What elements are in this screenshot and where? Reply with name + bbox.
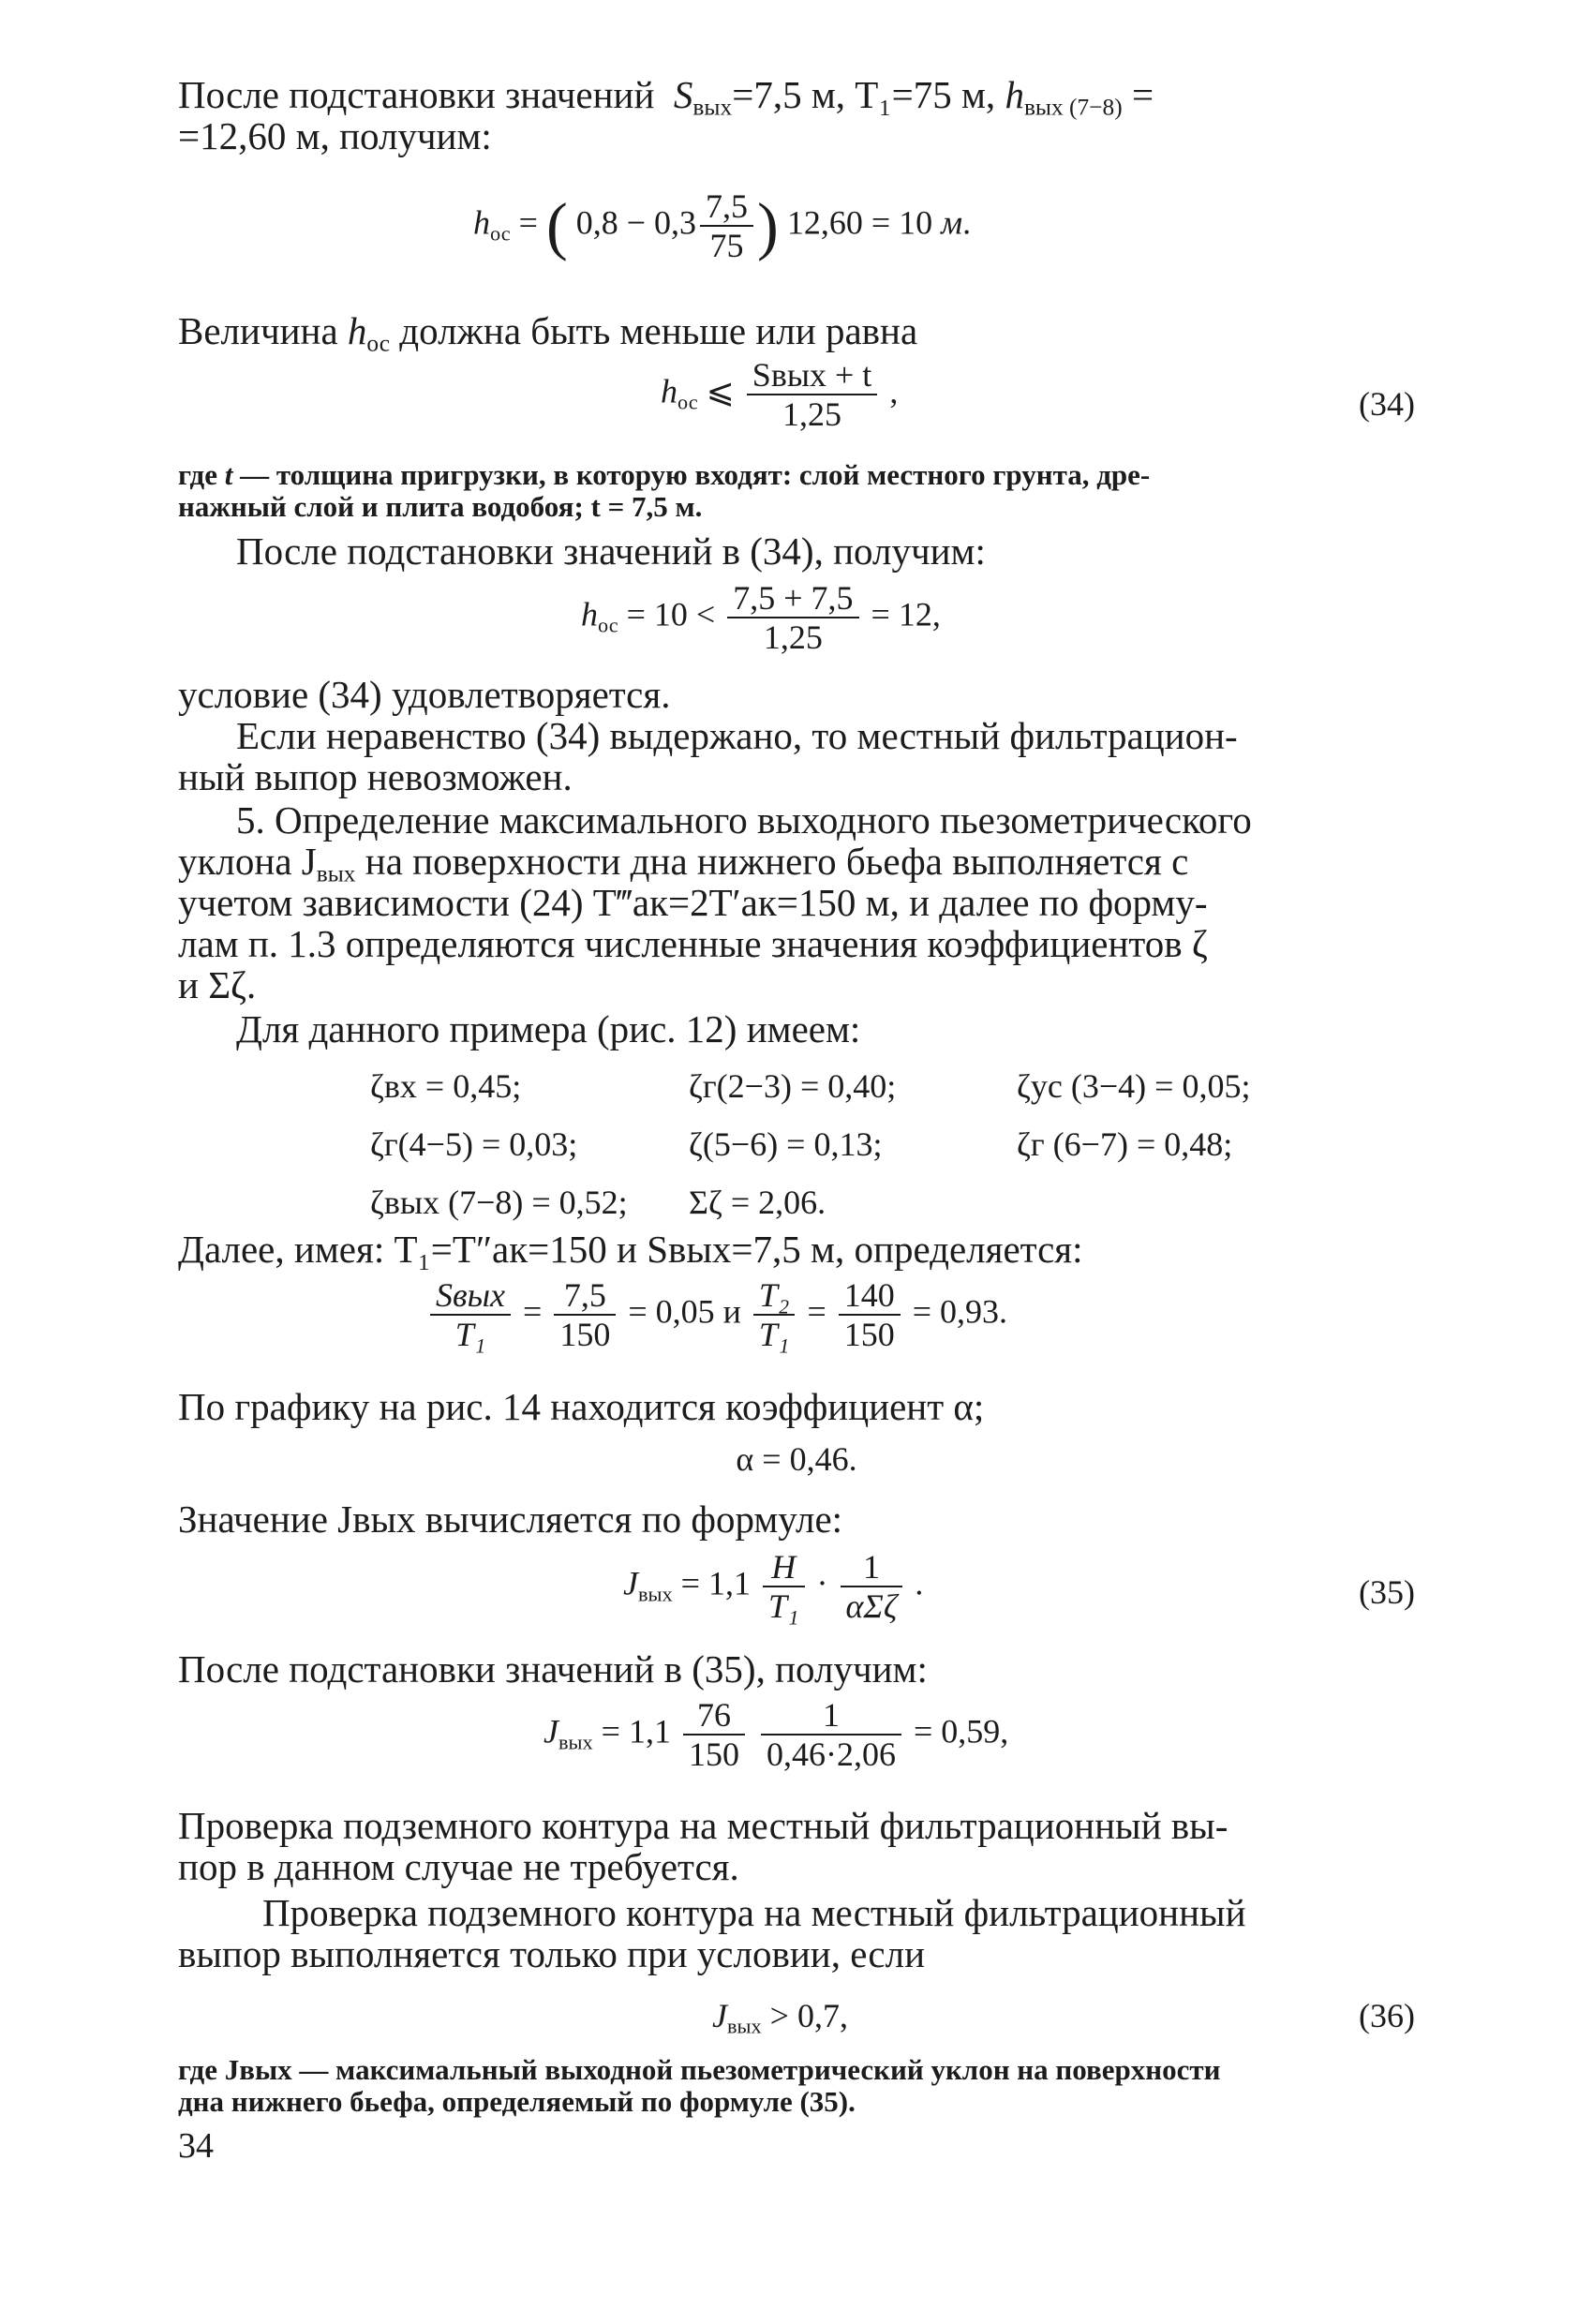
fraction-denominator: 150 [554, 1314, 616, 1353]
text-line: учетом зависимости (24) T‴ак=2T′ак=150 м, и далее по форму- [178, 881, 1208, 924]
equation-number: (36) [1359, 1997, 1415, 2034]
footnote-line [178, 491, 702, 523]
formula-value: = 0,59, [913, 1712, 1009, 1750]
fraction-numerator: 1 [862, 1548, 880, 1586]
footnote-line: где Jвых — максимальный выходной пьезометрический уклон на поверхности [178, 2053, 1221, 2086]
formula-hoc: $h_{ос}$ = ( 0,8 − 0,3 $\frac{7,5}{75}$ ) 12,60 = 10 м. [473, 187, 972, 265]
zeta-value: ζвых (7−8) = 0,52; [370, 1184, 628, 1221]
text-line: условие (34) удовлетворяется. [178, 673, 671, 716]
text-line: После подстановки значений в (34), получим: [236, 529, 986, 573]
footnote-line: где t — толщина пригрузки, в которую входят: слой местного грунта, дре- [178, 458, 1151, 491]
fraction-numerator: Sвых [436, 1276, 505, 1314]
fraction-numerator: Sвых + t [752, 356, 872, 394]
zeta-table [370, 1066, 1326, 1222]
footnote-line: дна нижнего бьефа, определяемый по формуле (35). [178, 2085, 856, 2118]
text-span: на поверхности дна нижнего бьефа выполняется с [365, 840, 1189, 883]
text-line [178, 114, 492, 158]
formula-value: = 12, [871, 595, 941, 633]
text-span: После подстановки значений [178, 73, 655, 116]
formula-value: > 0,7, [769, 1997, 848, 2034]
zeta-value: Σζ = 2,06. [689, 1184, 826, 1221]
text-line: лам п. 1.3 определяются численные значения коэффициентов ζ [178, 922, 1208, 965]
text-span: = [1131, 73, 1154, 116]
formula-hoc-check: $h_{ос} = 10$ < $\frac{7,5 + 7,5}{1,25}$ = 12, [581, 579, 941, 657]
formula-value: = 10 < [626, 595, 716, 633]
text-line: ный выпор невозможен. [178, 755, 573, 798]
formula-value: = 0,05 и [628, 1292, 741, 1331]
text-line: выпор выполняется только при условии, если [178, 1932, 926, 1975]
fraction-denominator: 75 [700, 225, 753, 264]
fraction-denominator: 1,25 [727, 617, 858, 656]
text-line: После подстановки значений в (35), получим: [178, 1647, 928, 1691]
zeta-row [370, 1183, 1326, 1222]
formula-alpha: α = 0,46. [736, 1440, 857, 1478]
fraction-numerator: T₂ [758, 1276, 790, 1314]
text-line: Проверка подземного контура на местный фильтрационный [262, 1891, 1246, 1934]
text-line: Проверка подземного контура на местный фильтрационный вы- [178, 1804, 1228, 1847]
fraction-denominator: 150 [839, 1314, 901, 1353]
text-span: должна быть меньше или равна [399, 309, 918, 352]
text-line: Для данного примера (рис. 12) имеем: [236, 1007, 861, 1050]
formula-value: 12,60 = 10 [786, 203, 933, 242]
fraction-denominator: 150 [683, 1734, 745, 1773]
text-span: нажный слой и плита водобоя; t = 7,5 м. [178, 490, 703, 523]
fraction-numerator: 7,5 [706, 187, 749, 225]
text-line: По графику на рис. 14 находится коэффициент α; [178, 1385, 985, 1428]
page-number: 34 [178, 2126, 214, 2166]
formula-34: $h_{ос}$ ⩽ $\frac{\text{Sвых + t}}{1,25}$ , [661, 356, 899, 434]
formula-35: $J_{вых} = 1,1$ $\frac{H}{\text{T₁}}$ · $\frac{1}{\text{αΣζ}}$ . [623, 1548, 924, 1626]
text-span: где [178, 458, 217, 491]
zeta-value: ζ(5−6) = 0,13; [689, 1125, 883, 1163]
text-span: — толщина пригрузки, в которую входят: слой местного грунта, дре- [240, 458, 1151, 491]
fraction-denominator: 1,25 [747, 394, 878, 433]
text-span: Величина [178, 309, 338, 352]
text-span: =7,5 м, T₁=75 м, [732, 73, 996, 116]
text-line: пор в данном случае не требуется. [178, 1845, 739, 1888]
text-span: =12,60 м, получим: [178, 114, 492, 157]
text-line: уклона $J_{вых}$ на поверхности дна нижнего бьефа выполняется с [178, 840, 1189, 887]
fraction-numerator: 7,5 + 7,5 [733, 579, 854, 617]
zeta-row [370, 1066, 1326, 1106]
formula-value: = 0,93. [912, 1292, 1008, 1331]
formula-ratios: $\frac{\text{Sвых}}{\text{T₁}}$ = $\frac{7,5}{150}$ = 0,05 и $\frac{\text{T₂}}{\text{T₁}}$ = $\frac{140}{150}$ = 0,93. [426, 1276, 1007, 1354]
fraction-numerator: 76 [696, 1696, 731, 1734]
zeta-row [370, 1125, 1326, 1164]
formula-36: $J_{вых} > 0,7$, [712, 1997, 848, 2038]
equation-number: (35) [1359, 1573, 1415, 1611]
fraction-denominator: αΣζ [845, 1587, 898, 1626]
fraction-numerator: 1 [822, 1696, 840, 1734]
zeta-value: ζг(2−3) = 0,40; [689, 1067, 897, 1105]
text-line: Значение Jвых вычисляется по формуле: [178, 1497, 843, 1541]
text-line: и Σζ. [178, 963, 257, 1006]
text-line: Величина $h_{ос}$ должна быть меньше или равна [178, 309, 918, 357]
text-line: 5. Определение максимального выходного пьезометрического [236, 798, 1252, 842]
fraction-numerator: H [771, 1548, 796, 1586]
text-span: уклона J [178, 840, 317, 883]
text-line: Далее, имея: T₁=T″ак=150 и Sвых=7,5 м, определяется: [178, 1228, 1083, 1271]
fraction-denominator: T₁ [454, 1316, 486, 1354]
equation-number: (34) [1359, 385, 1415, 423]
text-line: Если неравенство (34) выдержано, то местный фильтрацион- [236, 714, 1238, 757]
zeta-value: ζус (3−4) = 0,05; [1017, 1067, 1251, 1105]
zeta-value: ζг (6−7) = 0,48; [1017, 1125, 1233, 1163]
formula-calc: $J_{вых} = 1,1$ $\frac{76}{150}$ $\frac{1}{0,46\cdot 2,06}$ = 0,59, [543, 1696, 1009, 1774]
formula-value: = 1,1 [680, 1564, 751, 1602]
fraction-denominator: T₁ [767, 1587, 799, 1626]
zeta-value: ζвх = 0,45; [370, 1067, 522, 1105]
fraction-denominator: 0,46·2,06 [761, 1734, 901, 1773]
fraction-numerator: 7,5 [563, 1276, 606, 1314]
fraction-numerator: 140 [843, 1276, 895, 1314]
text-line: После подстановки значений $S_{вых}=7,5$ м, T₁=75 м, $h_{вых (7-8)}$ = [178, 73, 1154, 121]
fraction-denominator: T₁ [758, 1316, 790, 1354]
zeta-value: ζг(4−5) = 0,03; [370, 1125, 578, 1163]
